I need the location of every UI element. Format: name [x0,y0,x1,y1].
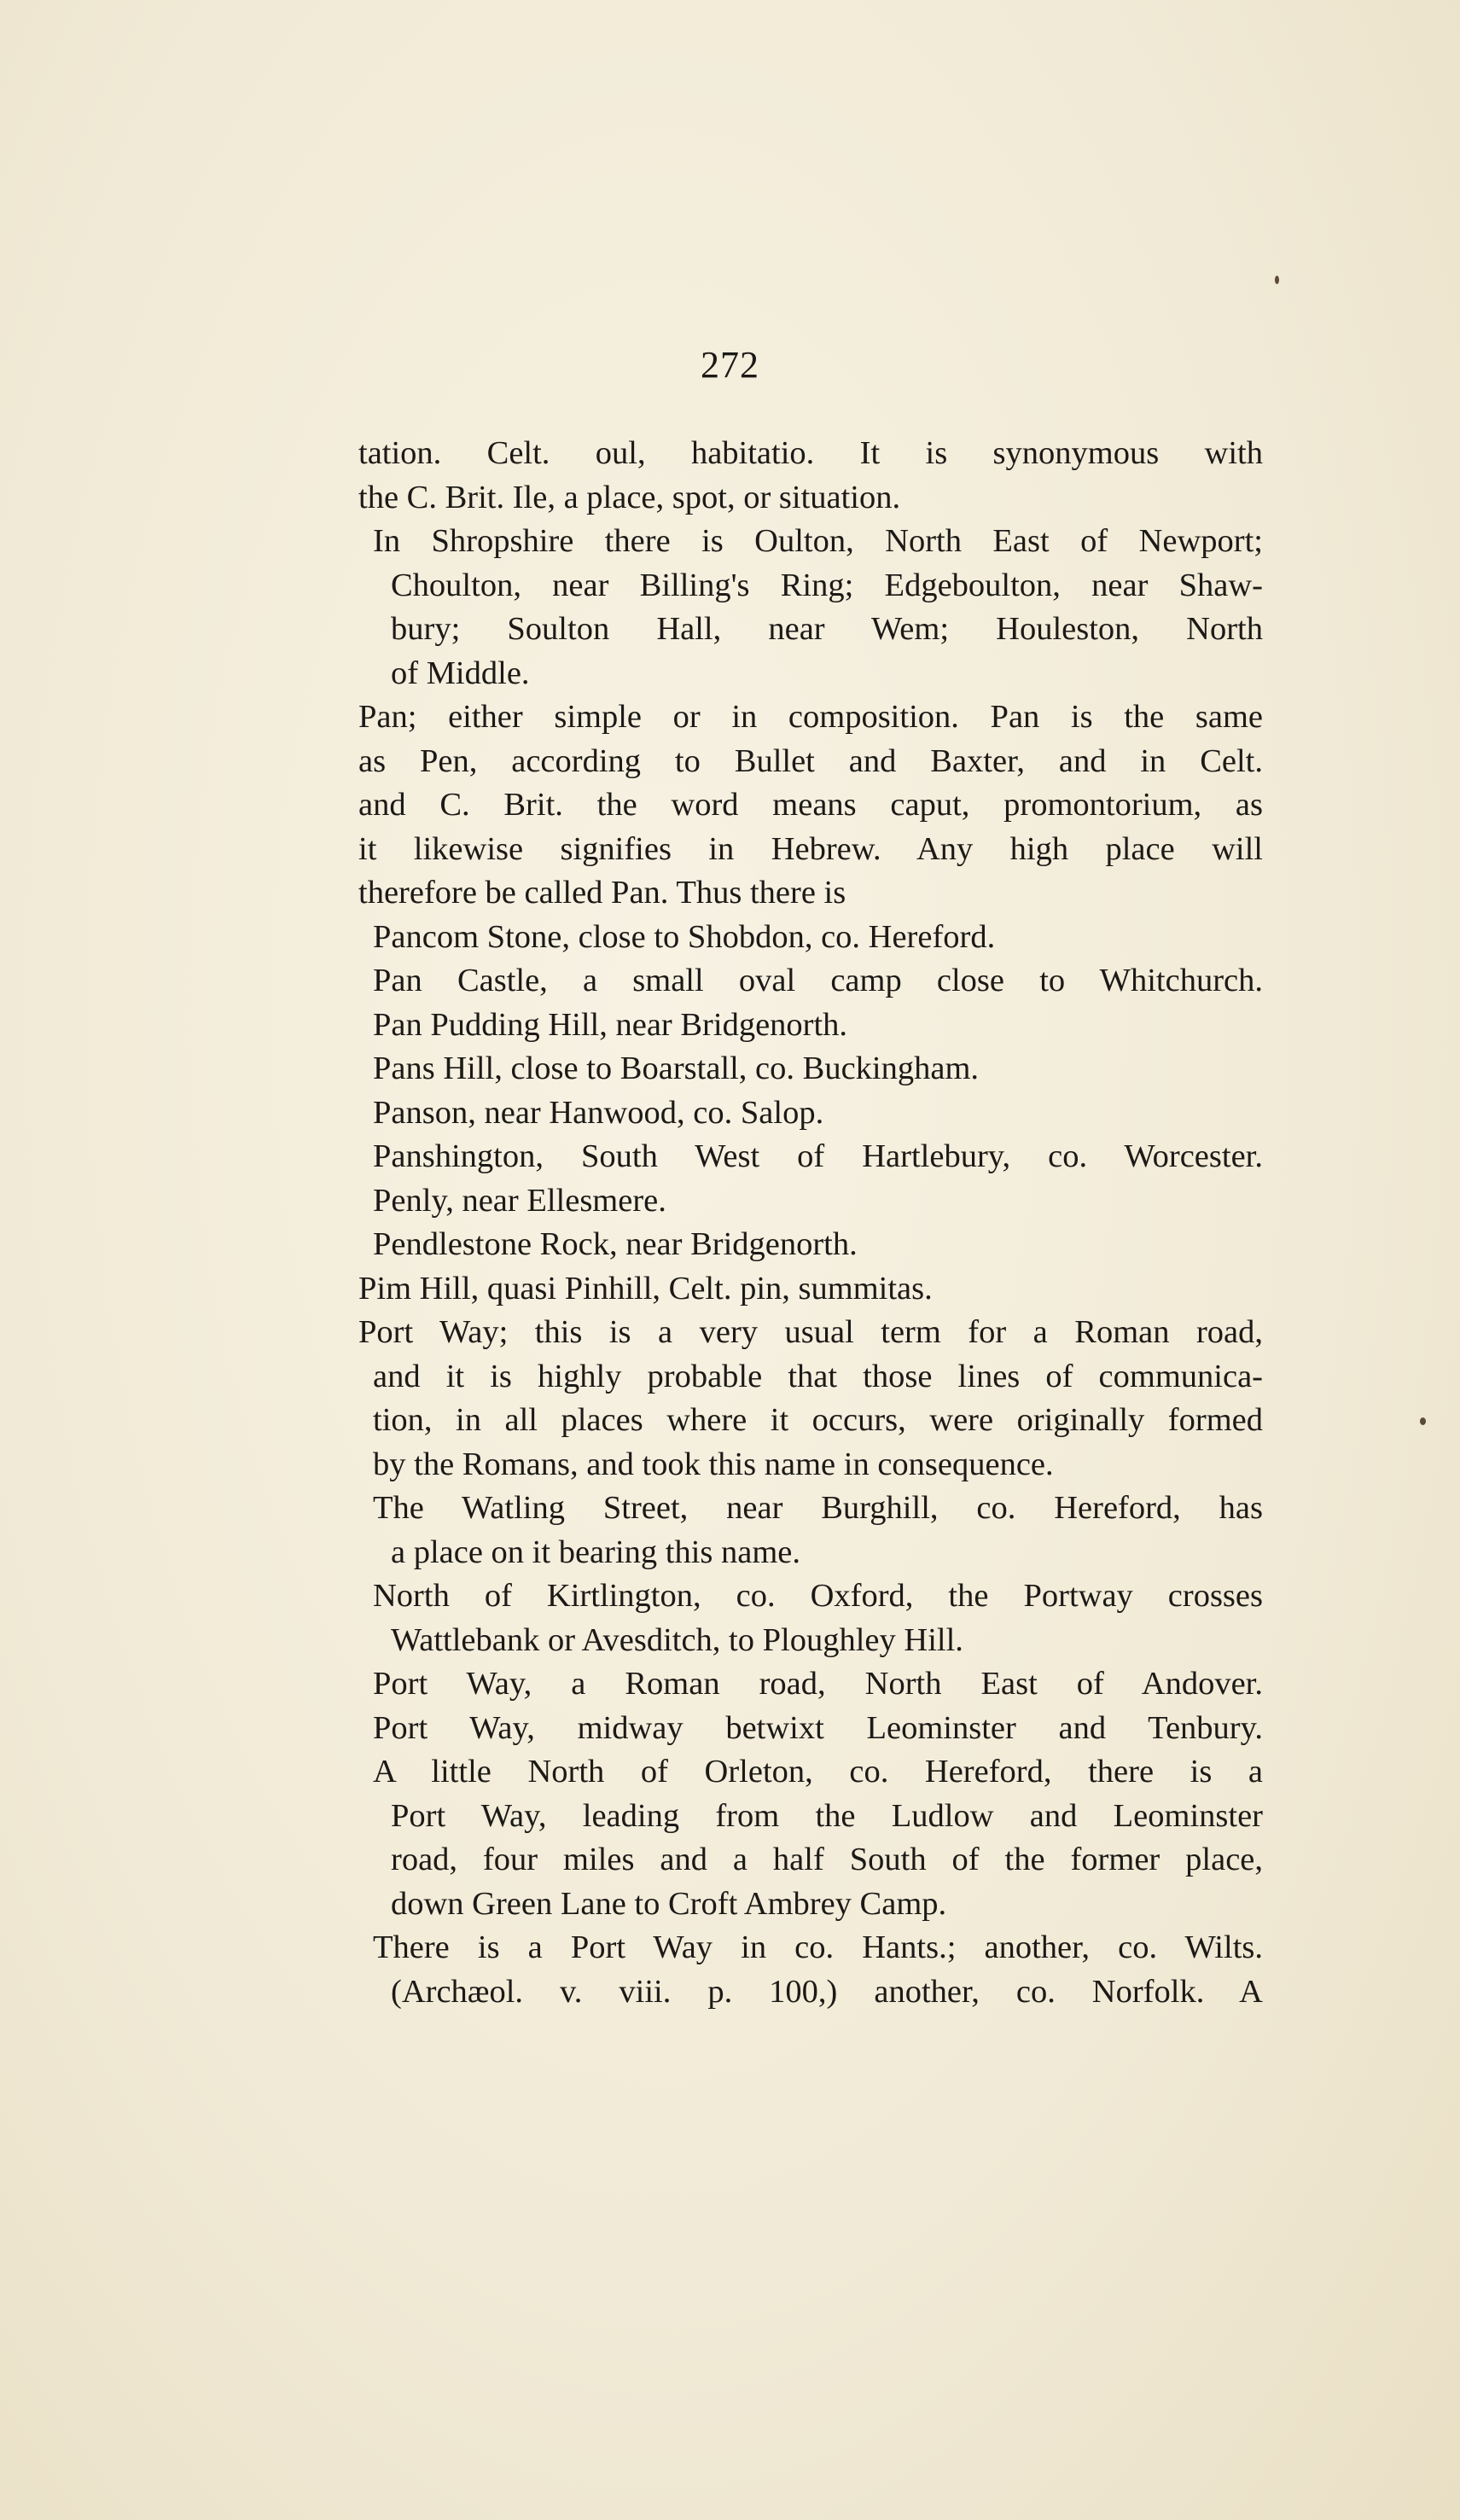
text-line: (Archæol. v. viii. p. 100,) another, co. Norfolk. A [391,1973,1263,2010]
text-line: road, four miles and a half South of the former place, [391,1842,1263,1877]
text-body [358,432,1263,2014]
paper-speck [1420,1417,1426,1425]
text-line: bury; Soulton Hall, near Wem; Houleston, North [391,611,1263,647]
text-line: North of Kirtlington, co. Oxford, the Portway crosses [373,1578,1263,1614]
text-line: Wattlebank or Avesditch, to Ploughley Hill. [391,1621,963,1658]
text-line: Port Way, a Roman road, North East of Andover. [373,1666,1263,1702]
text-line: Port Way, midway betwixt Leominster and Tenbury. [373,1709,1263,1746]
text-line: tation. Celt. oul, habitatio. It is synonymous with [358,435,1263,471]
text-line: Penly, near Ellesmere. [373,1182,666,1219]
text-line: and it is highly probable that those lines of communica- [373,1358,1263,1394]
text-line: Pan; either simple or in composition. Pan is the same [358,699,1263,735]
text-line: and C. Brit. the word means caput, promontorium, as [358,787,1263,823]
text-line: Port Way, leading from the Ludlow and Leominster [391,1797,1263,1834]
text-line: of Middle. [391,655,530,691]
text-line: Pan Castle, a small oval camp close to Whitchurch. [373,963,1263,998]
text-line: it likewise signifies in Hebrew. Any high place will [358,830,1263,867]
text-line: A little North of Orleton, co. Hereford, there is a [373,1754,1263,1790]
text-line: There is a Port Way in co. Hants.; another, co. Wilts. [373,1929,1263,1965]
page-number: 272 [701,344,759,386]
text-line: by the Romans, and took this name in consequence. [373,1446,1054,1482]
text-line: a place on it bearing this name. [391,1534,801,1570]
text-line: the C. Brit. Ile, a place, spot, or situation. [358,479,901,515]
text-line: Pendlestone Rock, near Bridgenorth. [373,1226,858,1262]
text-line: as Pen, according to Bullet and Baxter, and in Celt. [358,742,1263,779]
text-line: In Shropshire there is Oulton, North East of Newport; [373,523,1263,559]
text-line: The Watling Street, near Burghill, co. Hereford, has [373,1490,1263,1526]
text-line: tion, in all places where it occurs, were originally formed [373,1402,1263,1438]
text-line: Panson, near Hanwood, co. Salop. [373,1094,824,1131]
text-line: Pancom Stone, close to Shobdon, co. Hereford. [373,918,996,955]
paper-speck [1275,276,1279,284]
text-line: Panshington, South West of Hartlebury, co. Worcester. [373,1138,1263,1174]
text-line: Pan Pudding Hill, near Bridgenorth. [373,1006,848,1043]
text-line: Port Way; this is a very usual term for a Roman road, [358,1314,1263,1350]
text-line: Pim Hill, quasi Pinhill, Celt. pin, summitas. [358,1270,933,1307]
text-line: Pans Hill, close to Boarstall, co. Buckingham. [373,1050,980,1086]
text-line: down Green Lane to Croft Ambrey Camp. [391,1885,947,1922]
text-line: Choulton, near Billing's Ring; Edgeboulton, near Shaw- [391,567,1263,603]
text-line: therefore be called Pan. Thus there is [358,875,846,911]
